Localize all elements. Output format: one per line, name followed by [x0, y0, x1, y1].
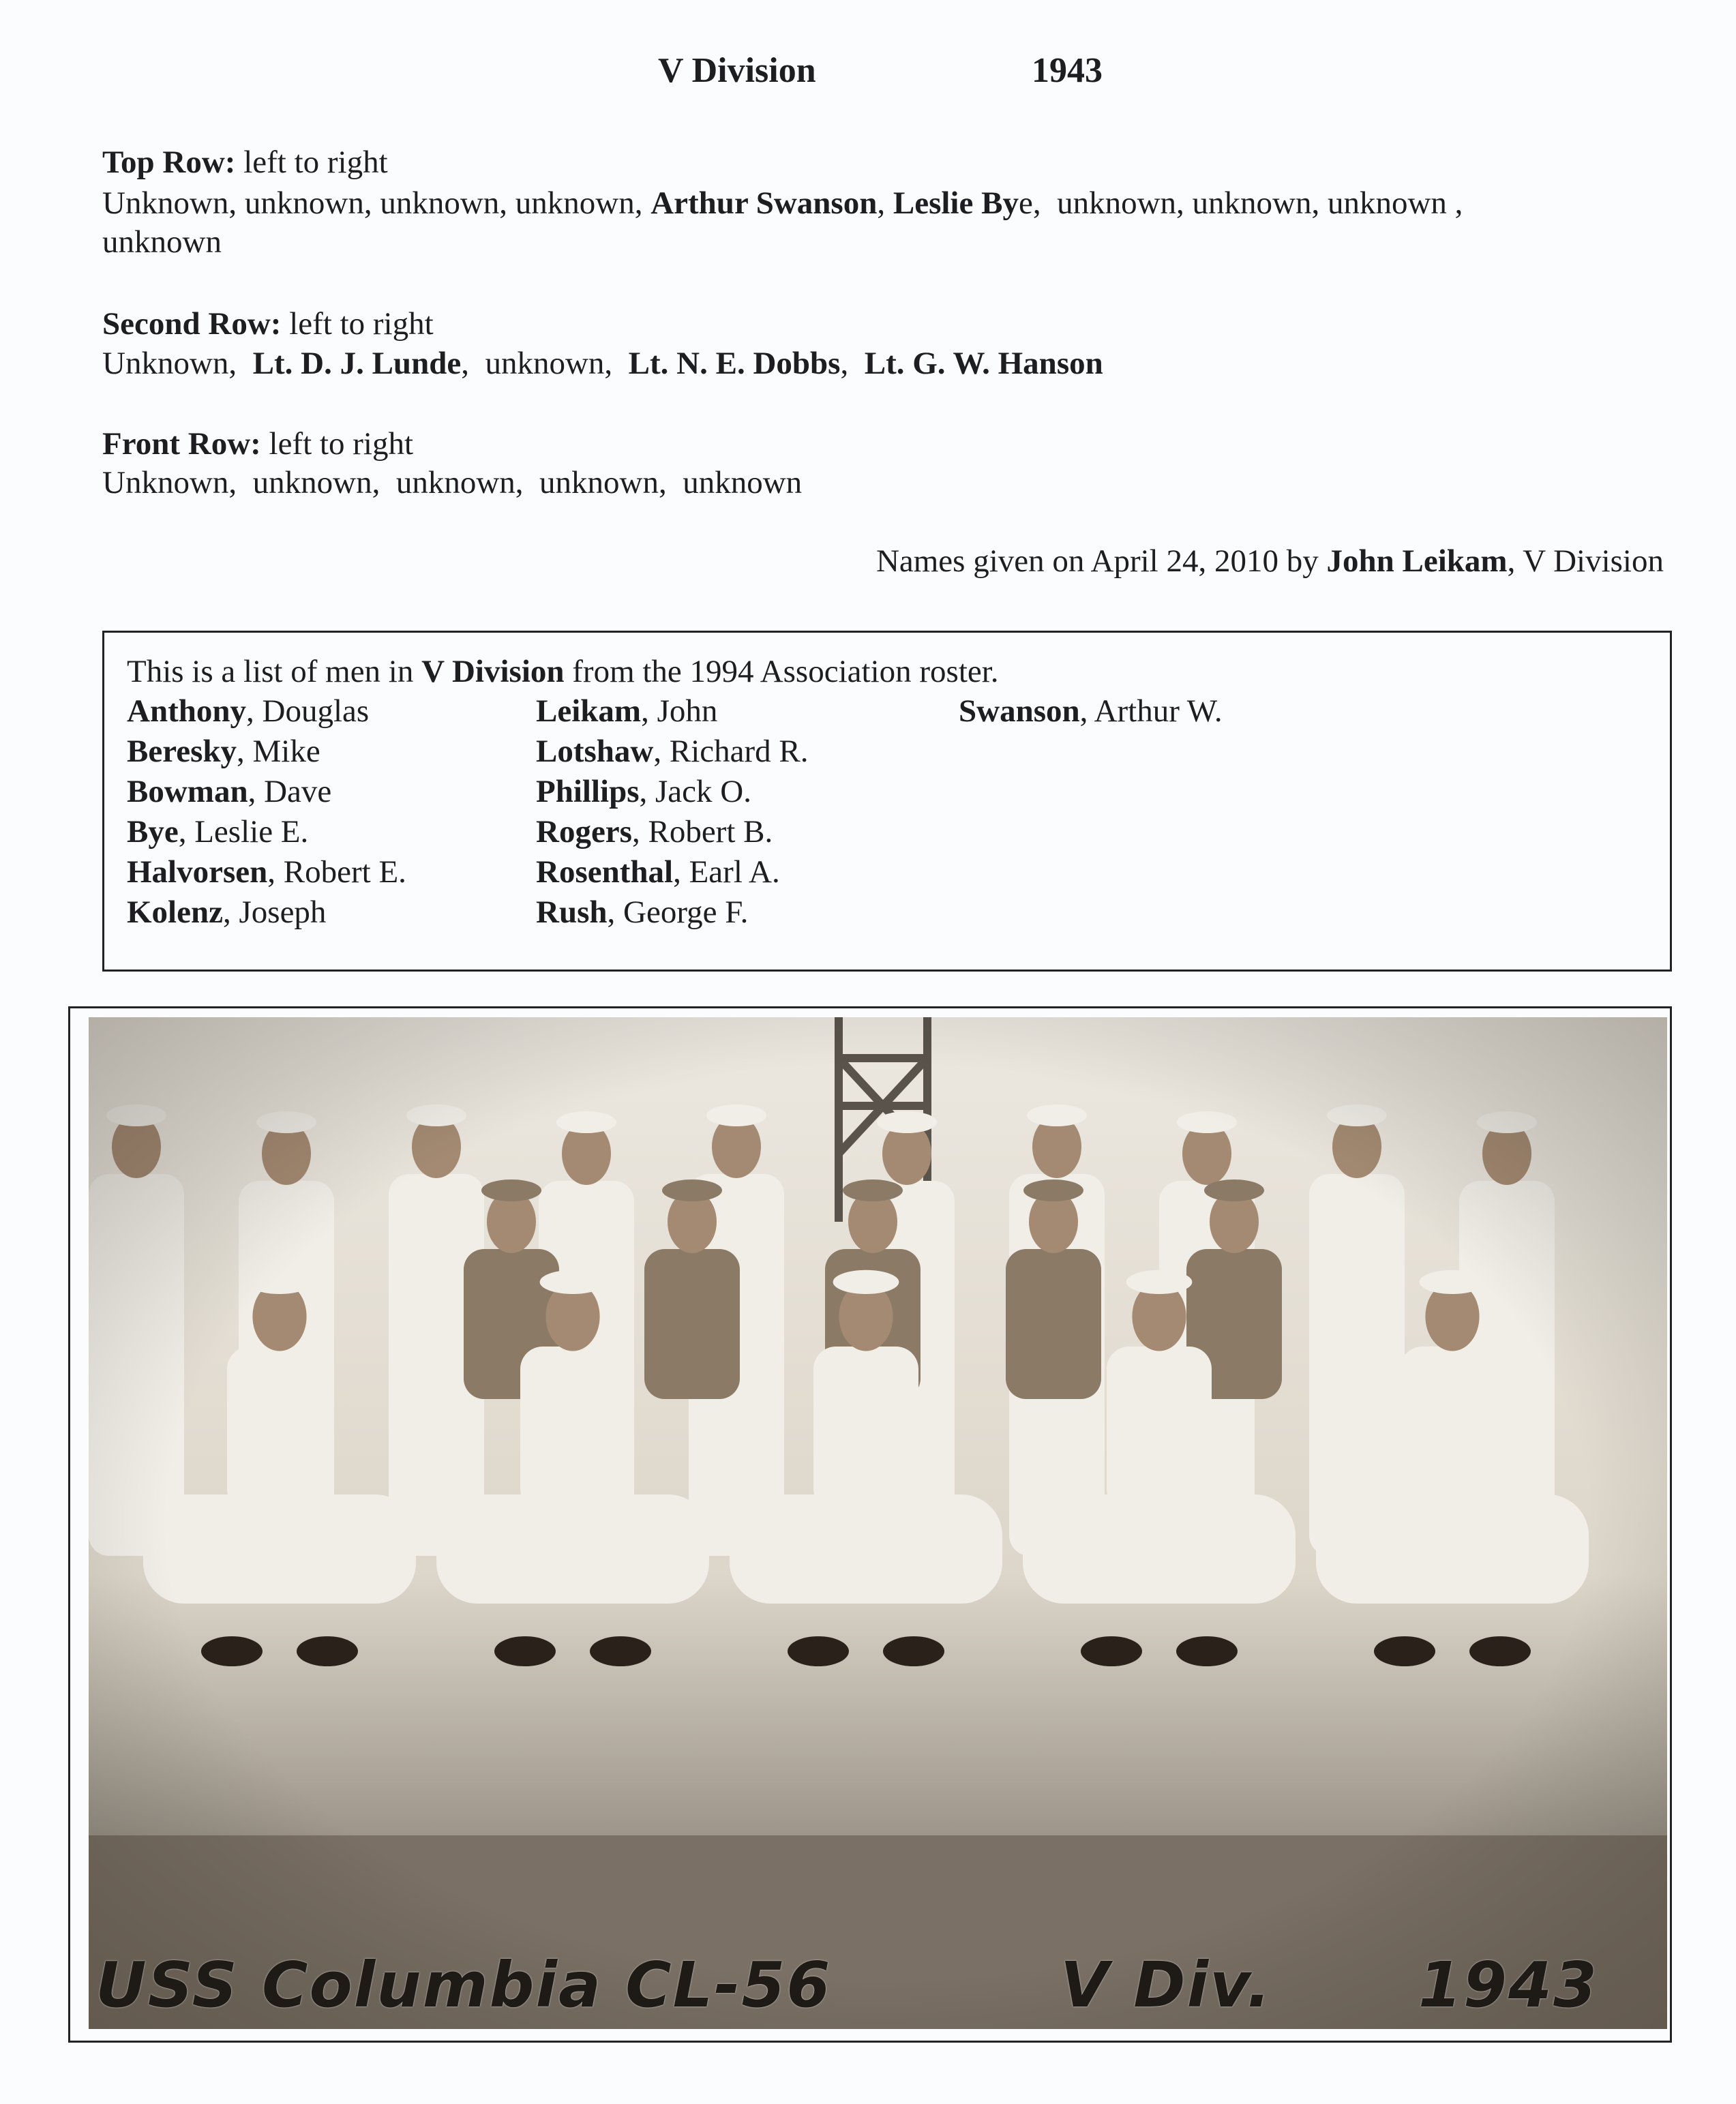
roster-entry	[127, 776, 331, 808]
identified-name: Arthur Swanson	[650, 185, 878, 221]
roster-entry	[536, 816, 773, 848]
row-names	[102, 187, 1463, 220]
roster-last-name: Anthony	[127, 693, 247, 729]
roster-entry	[959, 695, 1223, 727]
roster-last-name: Rogers	[536, 814, 632, 850]
roster-first-name: , Mike	[237, 734, 320, 769]
roster-last-name: Kolenz	[127, 895, 223, 930]
identified-name: Lt. N. E. Dobbs	[628, 346, 841, 381]
row-names-continued: unknown	[102, 224, 222, 260]
roster-first-name: , Leslie E.	[178, 814, 309, 850]
row-direction: left to right	[269, 426, 414, 462]
roster-first-name: , Arthur W.	[1079, 693, 1223, 729]
roster-first-name: , Robert B.	[631, 814, 773, 850]
roster-first-name: , Robert E.	[267, 854, 406, 890]
photo-caption-ship: USS Columbia CL-56	[95, 1949, 832, 2022]
roster-intro-suffix: from the 1994 Association roster.	[564, 654, 999, 689]
row-heading	[102, 428, 413, 460]
row-label: Second Row:	[102, 306, 282, 342]
credit-line	[876, 545, 1664, 577]
roster-last-name: Halvorsen	[127, 854, 268, 890]
name-text: Unknown,	[102, 346, 253, 381]
roster-last-name: Leikam	[536, 693, 642, 729]
roster-entry	[127, 897, 326, 929]
roster-first-name: , Dave	[248, 774, 332, 809]
roster-last-name: Bowman	[127, 774, 248, 809]
roster-entry	[127, 816, 308, 848]
name-text: Unknown, unknown, unknown, unknown, unknown	[102, 465, 803, 500]
row-heading	[102, 147, 388, 179]
photo-vignette	[89, 1017, 1667, 2029]
roster-box	[102, 631, 1672, 972]
name-text: Unknown, unknown, unknown, unknown,	[102, 185, 651, 221]
roster-first-name: , Jack O.	[639, 774, 751, 809]
identified-name: Lt. D. J. Lunde	[252, 346, 462, 381]
roster-intro-prefix: This is a list of men in	[127, 654, 422, 689]
roster-entry	[536, 736, 809, 768]
name-text: e, unknown, unknown, unknown ,	[1018, 185, 1463, 221]
row-names	[102, 467, 802, 499]
row-direction: left to right	[289, 306, 434, 342]
identified-name: Lt. G. W. Hanson	[864, 346, 1103, 381]
name-text: ,	[877, 185, 893, 221]
row-names	[102, 348, 1103, 380]
roster-last-name: Rosenthal	[536, 854, 674, 890]
credit-suffix: , V Division	[1507, 543, 1664, 579]
roster-intro-bold: V Division	[421, 654, 565, 689]
credit-prefix: Names given on April 24, 2010 by	[876, 543, 1327, 579]
identified-name: Leslie By	[893, 185, 1019, 221]
group-photo	[89, 1017, 1667, 2029]
row-label: Top Row:	[102, 145, 236, 180]
roster-last-name: Bye	[127, 814, 179, 850]
roster-last-name: Swanson	[959, 693, 1080, 729]
credit-name: John Leikam	[1326, 543, 1508, 579]
roster-entry	[127, 736, 320, 768]
roster-first-name: , Douglas	[246, 693, 370, 729]
roster-last-name: Rush	[536, 895, 608, 930]
group-photo-image	[89, 1017, 1667, 2029]
roster-entry	[536, 897, 748, 929]
page-year: 1943	[1032, 51, 1103, 90]
roster-entry	[536, 776, 751, 808]
row-heading	[102, 308, 434, 340]
photo-caption-division: V Div.	[1060, 1949, 1272, 2022]
roster-first-name: , Joseph	[222, 895, 327, 930]
roster-first-name: , George F.	[607, 895, 749, 930]
roster-last-name: Phillips	[536, 774, 640, 809]
roster-entry	[536, 695, 717, 727]
roster-entry	[536, 856, 780, 888]
row-label: Front Row:	[102, 426, 261, 462]
roster-last-name: Beresky	[127, 734, 237, 769]
roster-first-name: , John	[641, 693, 718, 729]
photo-caption-year: 1943	[1418, 1949, 1599, 2022]
roster-first-name: , Richard R.	[653, 734, 809, 769]
roster-intro	[127, 656, 999, 688]
name-text: , unknown,	[461, 346, 629, 381]
roster-last-name: Lotshaw	[536, 734, 654, 769]
page-title: V Division	[658, 51, 816, 90]
roster-entry	[127, 856, 406, 888]
roster-first-name: , Earl A.	[673, 854, 780, 890]
roster-entry	[127, 695, 369, 727]
name-text: ,	[840, 346, 865, 381]
row-direction: left to right	[243, 145, 388, 180]
